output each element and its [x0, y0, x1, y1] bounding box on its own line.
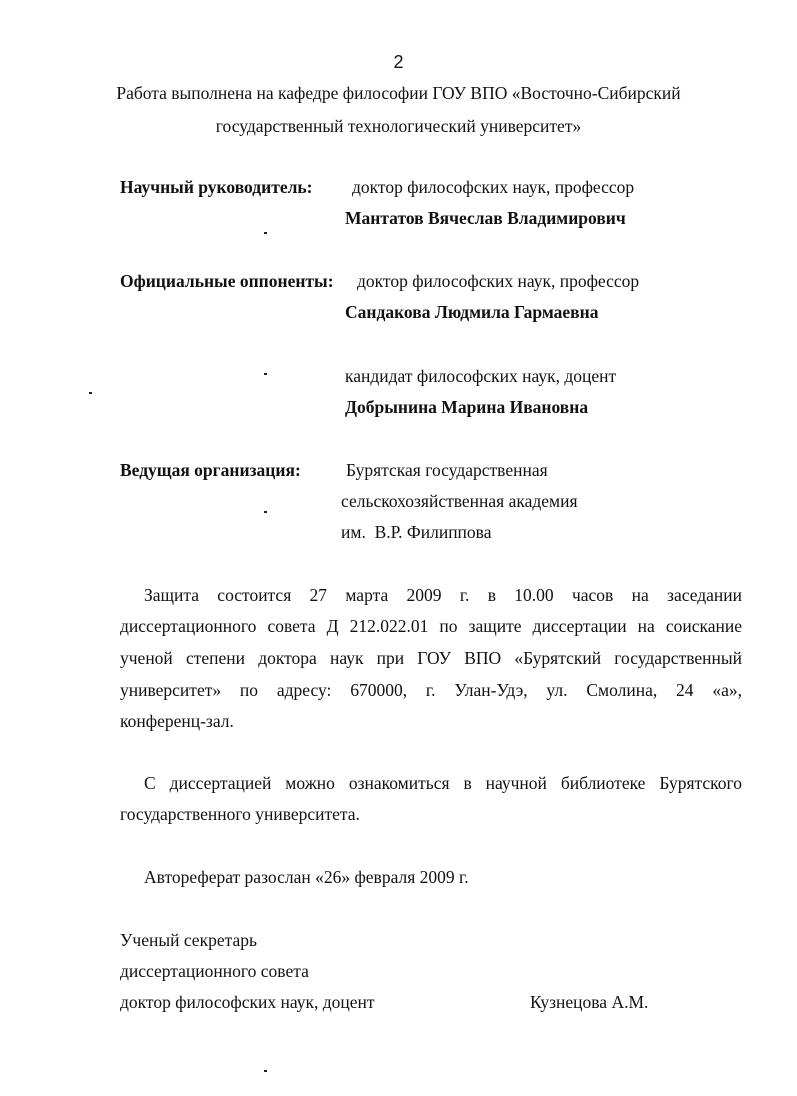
secretary-line-2: диссертационного совета [120, 961, 309, 981]
secretary-line-1: Ученый секретарь [120, 930, 257, 950]
scan-artifact [264, 1070, 267, 1072]
leading-org-line-2: сельскохозяйственная академия [341, 491, 578, 511]
scan-artifact [264, 232, 267, 234]
defense-line-5: конференц-зал. [120, 711, 234, 731]
scan-artifact [264, 511, 267, 513]
opponent-1-title: доктор философских наук, профессор [357, 271, 640, 291]
supervisor-label: Научный руководитель: [120, 177, 313, 197]
opponent-2-name: Добрынина Марина Ивановна [345, 397, 589, 417]
secretary-name: Кузнецова А.М. [530, 992, 649, 1012]
secretary-line-3: доктор философских наук, доцент [120, 992, 375, 1012]
opponent-1-name: Сандакова Людмила Гармаевна [345, 302, 599, 322]
scan-artifact [89, 392, 92, 394]
supervisor-name: Мантатов Вячеслав Владимирович [345, 208, 626, 228]
abstract-sent-date: Автореферат разослан «26» февраля 2009 г. [144, 867, 469, 887]
opponents-label: Официальные оппоненты: [120, 271, 334, 291]
page-number: 2 [393, 52, 404, 72]
scan-artifact [264, 373, 267, 375]
library-line-1: С диссертацией можно ознакомиться в научной библиотеке Бурятского [144, 773, 742, 793]
leading-org-label: Ведущая организация: [120, 460, 301, 480]
defense-line-1: Защита состоится 27 марта 2009 г. в 10.00 часов на заседании [144, 585, 742, 605]
defense-line-3: ученой степени доктора наук при ГОУ ВПО «Бурятский государственный [120, 648, 742, 668]
defense-line-4: университет» по адресу: 670000, г. Улан-Удэ, ул. Смолина, 24 «а», [120, 680, 742, 700]
library-line-2: государственного университета. [120, 804, 360, 824]
defense-line-2: диссертационного совета Д 212.022.01 по защите диссертации на соискание [120, 616, 742, 636]
supervisor-title: доктор философских наук, профессор [352, 177, 635, 197]
opponent-2-title: кандидат философских наук, доцент [345, 366, 617, 386]
header-line-2: государственный технологический университет» [215, 116, 582, 136]
leading-org-line-1: Бурятская государственная [346, 460, 548, 480]
leading-org-line-3: им. В.Р. Филиппова [341, 522, 492, 542]
header-line-1: Работа выполнена на кафедре философии ГОУ ВПО «Восточно-Сибирский [116, 83, 681, 103]
